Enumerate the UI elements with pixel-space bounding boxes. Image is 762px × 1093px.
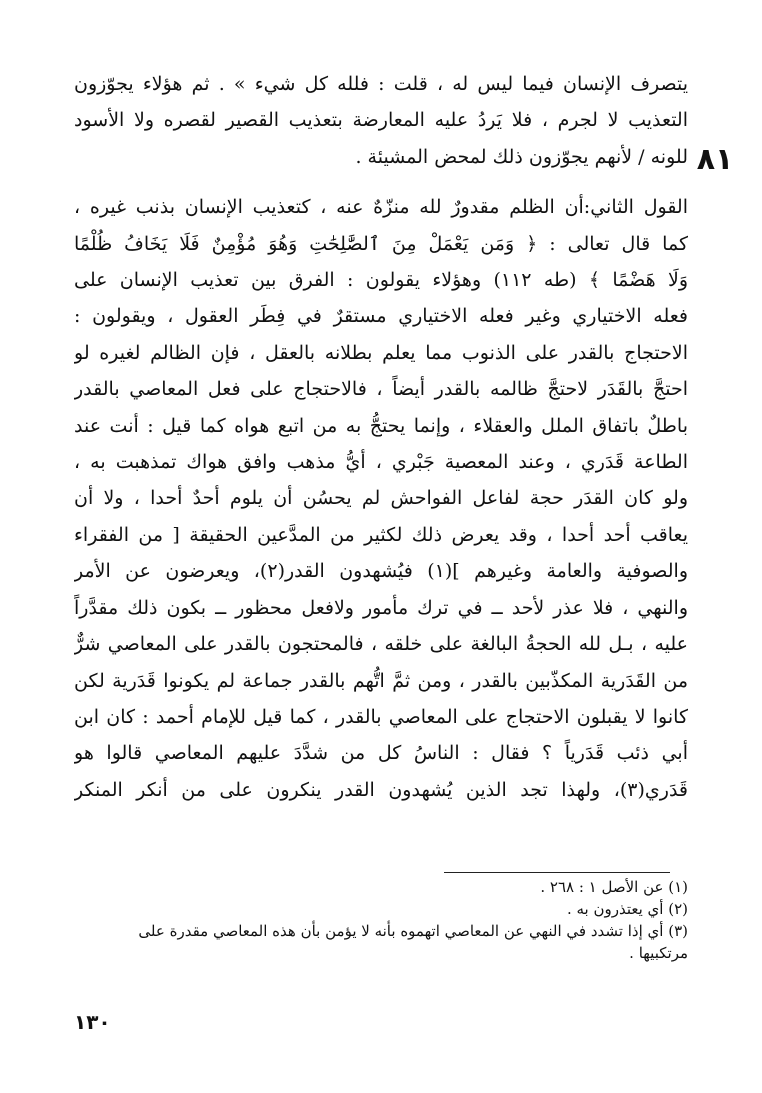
body-line: التعذيب لا لجرم ، فلا يَردُ عليه المعارضة بتعذيب القصير لقصره ولا الأسود (74, 109, 688, 132)
quran-verse-line: كما قال تعالى : ﴿ وَمَن يَعْمَلْ مِنَ ٱلصَّٰلِحَٰتِ وَهُوَ مُؤْمِنٌ فَلَا يَخَافُ ظُلْمًا (74, 232, 688, 255)
body-line: الطاعة قَدَري ، وعند المعصية جَبْري ، أيُّ مذهب وافق هواك تمذهبت به ، (74, 451, 688, 474)
page-number: ١٣٠ (74, 1010, 111, 1034)
body-line: أبي ذئب قَدَرياً ؟ فقال : الناسُ كل من شدَّدَ عليهم المعاصي قالوا هو (74, 742, 688, 765)
paragraph-gap (74, 175, 688, 189)
body-line: القول الثاني:أن الظلم مقدورٌ لله منزّهٌ عنه ، كتعذيب الإنسان بذنب غيره ، (74, 196, 688, 219)
body-line: احتجَّ بالقَدَر لاحتجَّ ظالمه بالقدر أيضاً ، فالاحتجاج على فعل المعاصي بالقدر (74, 378, 688, 401)
footnote-continuation: مرتكبيها . (629, 944, 688, 962)
margin-page-reference: ٨١ (696, 142, 734, 177)
body-line: عليه ، بـل لله الحجةُ البالغة على خلقه ، فالمحتجون بالقدر على المعاصي شرٌّ (74, 633, 688, 656)
body-line: يتصرف الإنسان فيما ليس له ، قلت : فلله كل شيء » . ثم هؤلاء يجوّزون (74, 73, 688, 95)
footnote: (٢) أي يعتذرون به . (566, 900, 688, 918)
body-line: قَدَري(٣)، ولهذا تجد الذين يُشهدون القدر ينكرون على من أنكر المنكر (74, 778, 688, 801)
body-line: من القَدَرية المكذّبين بالقدر ، ومن ثمَّ اتُّهم بالقدر جماعة لم يكونوا قَدَرية لكن (74, 669, 688, 692)
footnote: (١) عن الأصل ١ : ٢٦٨ . (540, 878, 688, 896)
body-line: يعاقب أحد أحدا ، وقد يعرض ذلك لكثير من المدَّعين الحقيقة [ من الفقراء (74, 523, 688, 546)
footnote-divider (444, 872, 670, 873)
body-text (74, 66, 688, 808)
body-line: الاحتجاج بالقدر على الذنوب مما يعلم بطلانه بالعقل ، فإن الظالم لغيره لو (74, 341, 688, 364)
footnote: (٣) أي إذا تشدد في النهي عن المعاصي اتهموه بأنه لا يؤمن بأن هذه المعاصي مقدرة على (138, 922, 688, 940)
body-line: كانوا لا يقبلون الاحتجاج على المعاصي بالقدر ، كما قيل للإمام أحمد : كان ابن (74, 705, 688, 728)
body-line: وَلَا هَضْمًا ﴾ (طه ١١٢) وهؤلاء يقولون : الفرق بين تعذيب الإنسان على (74, 269, 688, 292)
body-line: ولو كان القدَر حجة لفاعل الفواحش لم يحسُن أن يلوم أحدٌ أحدا ، ولا أن (74, 487, 688, 510)
body-line: للونه / لأنهم يجوّزون ذلك لمحض المشيئة . (355, 145, 688, 168)
body-line: باطلٌ باتفاق الملل والعقلاء ، وإنما يحتجُّ به من اتبع هواه كما قيل : أنت عند (74, 414, 688, 437)
body-line: والنهي ، فلا عذر لأحد ــ في ترك مأمور ولافعل محظور ــ بكون ذلك مقدَّراً (74, 596, 688, 619)
body-line: فعله الاختياري وغير فعله الاختياري مستقرٌ في فِطَر العقول ، ويقولون : (74, 305, 688, 328)
footnotes (74, 876, 688, 964)
body-line: والصوفية والعامة وغيرهم ](١) فيُشهدون القدر(٢)، ويعرضون عن الأمر (74, 560, 688, 583)
